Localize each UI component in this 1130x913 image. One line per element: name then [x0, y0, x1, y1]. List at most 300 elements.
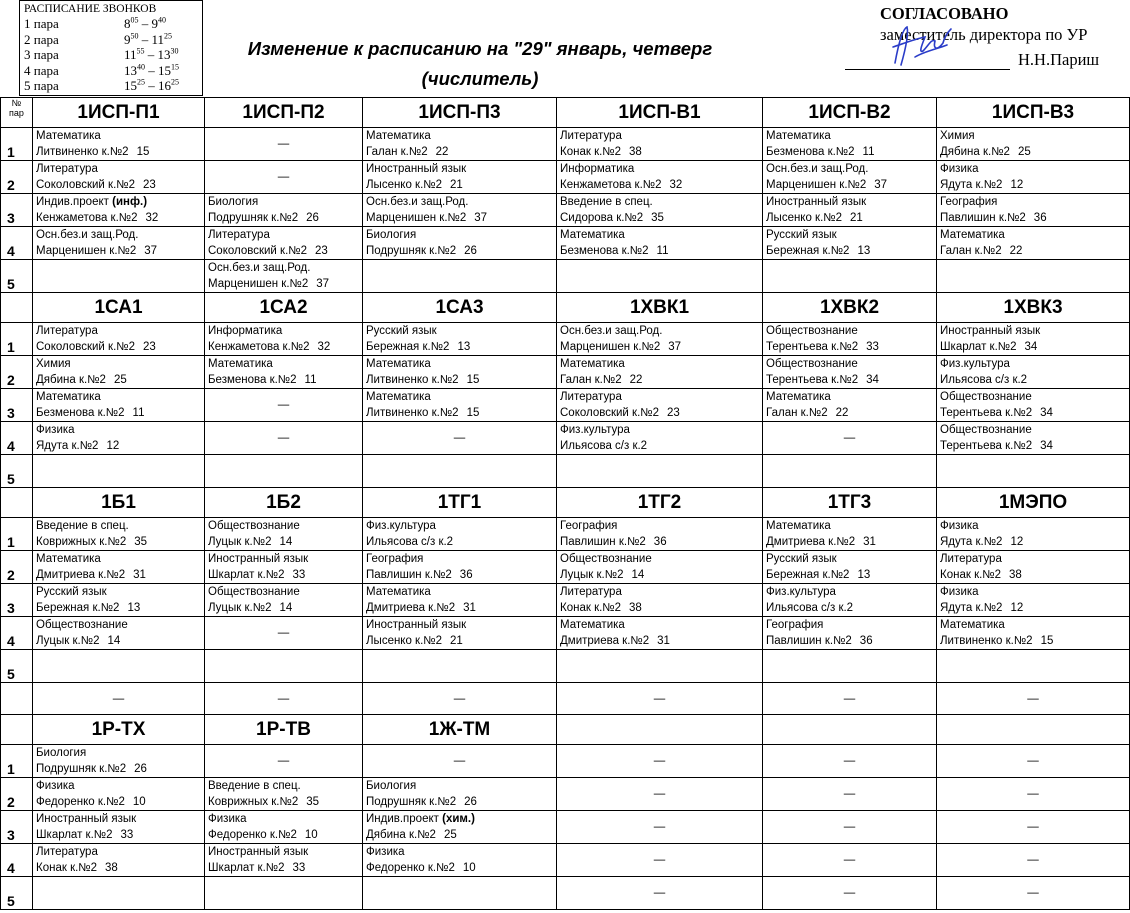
lesson-teacher: Ильясова с/з к.2 [940, 374, 1028, 386]
pair-number: 4 [1, 844, 33, 877]
lesson-subject: Обществознание [766, 325, 858, 337]
lesson-cell-empty: — [937, 683, 1130, 715]
lesson-room: 34 [1024, 341, 1038, 353]
lesson-cell-empty: — [763, 877, 937, 910]
lesson-room: 34 [866, 374, 879, 386]
lesson-subject-line [940, 323, 1129, 339]
lesson-teacher-line [208, 372, 362, 388]
lesson-cell [557, 128, 763, 161]
lesson-subject: Литература [36, 325, 98, 337]
lesson-cell [363, 844, 557, 877]
lesson-teacher: Галан к.№2 [940, 245, 1002, 257]
lesson-teacher-line [36, 438, 204, 454]
lesson-subject-line [560, 551, 762, 567]
lesson-subject-line [208, 194, 362, 210]
lesson-room: 23 [143, 179, 156, 191]
lesson-subject-line [940, 227, 1129, 243]
lesson-teacher-line [366, 600, 556, 616]
lesson-subject: Иностранный язык [366, 619, 467, 631]
bell-time: $11^{55} - 13^{30}$ [124, 46, 179, 62]
lesson-subject-line [940, 617, 1129, 633]
lesson-cell [363, 356, 557, 389]
pair-number [1, 683, 33, 715]
lesson-cell [557, 584, 763, 617]
lesson-cell [557, 323, 763, 356]
pair-number: 3 [1, 811, 33, 844]
pair-number: 2 [1, 356, 33, 389]
lesson-teacher-line [208, 243, 362, 259]
lesson-subject-note: (инф.) [112, 196, 148, 208]
lesson-subject-line [766, 323, 936, 339]
lesson-row [1, 745, 1130, 778]
lesson-room: 38 [105, 862, 118, 874]
lesson-room: 15 [136, 146, 150, 158]
lesson-subject: Информатика [208, 325, 283, 337]
lesson-room: 21 [450, 179, 463, 191]
lesson-subject-note: (хим.) [442, 813, 475, 825]
lesson-teacher: Литвиненко к.№2 [366, 407, 459, 419]
lesson-teacher: Терентьева к.№2 [766, 341, 859, 353]
approval-title: СОГЛАСОВАНО [880, 4, 1009, 23]
lesson-cell [557, 617, 763, 650]
lesson-row [1, 617, 1130, 650]
lesson-subject-line [208, 584, 362, 600]
lesson-teacher-line [766, 633, 936, 649]
lesson-cell-blank [557, 455, 763, 488]
lesson-teacher-line [766, 339, 936, 355]
lesson-subject-line [560, 323, 762, 339]
lesson-subject: Литература [36, 846, 98, 858]
bell-start-minute: 40 [137, 62, 145, 72]
group-name: 1ТГ3 [763, 488, 937, 518]
lesson-teacher: Федоренко к.№2 [208, 829, 297, 841]
lesson-teacher: Федоренко к.№2 [36, 796, 125, 808]
lesson-row [1, 260, 1130, 293]
lesson-subject-line [560, 422, 762, 438]
lesson-cell [33, 194, 205, 227]
lesson-teacher: Павлишин к.№2 [560, 536, 646, 548]
lesson-row [1, 877, 1130, 910]
lesson-teacher: Терентьева к.№2 [940, 407, 1033, 419]
lesson-cell [937, 551, 1130, 584]
lesson-teacher: Ядута к.№2 [940, 536, 1003, 548]
lesson-teacher: Сидорова к.№2 [560, 212, 644, 224]
lesson-subject-line [766, 356, 936, 372]
lesson-cell-blank [33, 455, 205, 488]
bell-end-minute: 30 [170, 46, 179, 56]
lesson-subject: Иностранный язык [36, 813, 137, 825]
lesson-cell-empty: — [205, 745, 363, 778]
lesson-cell [763, 227, 937, 260]
lesson-cell [763, 194, 937, 227]
lesson-subject: Введение в спец. [560, 196, 653, 208]
lesson-subject-line [560, 584, 762, 600]
lesson-teacher: Конак к.№2 [560, 146, 622, 158]
group-name: 1ИСП-В2 [763, 98, 937, 128]
lesson-teacher-line [766, 534, 936, 550]
lesson-cell [205, 551, 363, 584]
lesson-room: 12 [1010, 602, 1024, 614]
lesson-subject-line [36, 844, 204, 860]
lesson-row [1, 551, 1130, 584]
lesson-teacher: Терентьева к.№2 [766, 374, 859, 386]
lesson-teacher: Павлишин к.№2 [940, 212, 1026, 224]
lesson-teacher-line [208, 860, 362, 876]
lesson-subject: Обществознание [208, 520, 300, 532]
pair-number: 4 [1, 422, 33, 455]
lesson-subject-line [766, 617, 936, 633]
lesson-teacher: Бережная к.№2 [366, 341, 450, 353]
lesson-subject: Химия [36, 358, 71, 370]
lesson-room: 10 [462, 862, 476, 874]
lesson-teacher: Лысенко к.№2 [366, 635, 443, 647]
lesson-subject: Обществознание [560, 553, 652, 565]
lesson-teacher-line [366, 339, 556, 355]
lesson-teacher-line [208, 276, 362, 292]
lesson-row [1, 389, 1130, 422]
lesson-teacher: Павлишин к.№2 [366, 569, 452, 581]
lesson-cell [937, 128, 1130, 161]
lesson-cell-empty: — [363, 683, 557, 715]
lesson-cell [557, 422, 763, 455]
lesson-teacher: Шкарлат к.№2 [208, 862, 285, 874]
lesson-teacher-line [208, 210, 362, 226]
lesson-teacher-line [560, 144, 762, 160]
lesson-room: 26 [464, 245, 477, 257]
lesson-cell-blank [763, 455, 937, 488]
lesson-teacher: Луцык к.№2 [208, 536, 272, 548]
lesson-teacher: Конак к.№2 [940, 569, 1002, 581]
group-name: 1СА1 [33, 293, 205, 323]
pair-number: 1 [1, 518, 33, 551]
lesson-teacher-line [560, 567, 762, 583]
lesson-subject-line [766, 584, 936, 600]
lesson-subject-line [940, 422, 1129, 438]
group-name: 1ИСП-П1 [33, 98, 205, 128]
lesson-subject-line [208, 811, 362, 827]
lesson-teacher: Подрушняк к.№2 [208, 212, 299, 224]
lesson-subject-line [36, 518, 204, 534]
lesson-room: 11 [656, 245, 669, 257]
lesson-cell-empty: — [557, 811, 763, 844]
lesson-cell [937, 422, 1130, 455]
lesson-teacher-line [940, 339, 1129, 355]
lesson-teacher-line [208, 567, 362, 583]
lesson-subject: Математика [366, 586, 431, 598]
lesson-subject-line [766, 551, 936, 567]
lesson-cell [363, 161, 557, 194]
group-name: 1ХВК1 [557, 293, 763, 323]
lesson-room: 26 [306, 212, 319, 224]
lesson-cell [363, 584, 557, 617]
lesson-cell-empty: — [937, 877, 1130, 910]
lesson-cell [937, 617, 1130, 650]
lesson-cell [763, 518, 937, 551]
lesson-row [1, 356, 1130, 389]
lesson-teacher: Кенжаметова к.№2 [560, 179, 662, 191]
bell-schedule-rows [24, 16, 202, 94]
lesson-cell-blank [557, 650, 763, 683]
lesson-cell-empty: — [205, 128, 363, 161]
lesson-teacher: Ядута к.№2 [36, 440, 99, 452]
lesson-subject: Физика [36, 424, 75, 436]
lesson-cell [33, 551, 205, 584]
lesson-teacher-line [560, 339, 762, 355]
lesson-cell [557, 518, 763, 551]
lesson-teacher: Галан к.№2 [366, 146, 428, 158]
lesson-cell [205, 227, 363, 260]
lesson-subject-line [366, 356, 556, 372]
lesson-subject: Математика [766, 130, 831, 142]
lesson-cell-empty: — [557, 683, 763, 715]
lesson-subject-line [208, 778, 362, 794]
lesson-teacher: Кенжаметова к.№2 [208, 341, 310, 353]
lesson-room: 13 [127, 602, 141, 614]
lesson-cell [363, 811, 557, 844]
lesson-cell [205, 844, 363, 877]
lesson-room: 22 [629, 374, 643, 386]
lesson-subject: Иностранный язык [208, 846, 309, 858]
lesson-teacher: Бережная к.№2 [766, 569, 850, 581]
lesson-teacher: Ядута к.№2 [940, 602, 1003, 614]
lesson-subject: Математика [766, 391, 831, 403]
group-header-row [1, 293, 1130, 323]
lesson-cell [763, 551, 937, 584]
lesson-subject-line [366, 161, 556, 177]
lesson-subject-line [766, 227, 936, 243]
group-name: 1Б1 [33, 488, 205, 518]
lesson-cell [33, 323, 205, 356]
lesson-row [1, 227, 1130, 260]
lesson-teacher-line [940, 567, 1129, 583]
lesson-cell-empty: — [363, 422, 557, 455]
lesson-teacher-line [208, 600, 362, 616]
lesson-row [1, 323, 1130, 356]
lesson-teacher-line [940, 210, 1129, 226]
lesson-cell-empty: — [557, 778, 763, 811]
lesson-subject: Осн.без.и защ.Род. [36, 229, 139, 241]
lesson-cell-blank [363, 650, 557, 683]
lesson-teacher-line [940, 405, 1129, 421]
lesson-room: 26 [464, 796, 477, 808]
lesson-subject: Осн.без.и защ.Род. [366, 196, 469, 208]
lesson-cell-empty: — [763, 844, 937, 877]
lesson-subject: Индив.проект [36, 196, 109, 208]
lesson-teacher-line [36, 534, 204, 550]
lesson-cell [363, 617, 557, 650]
lesson-teacher-line [940, 633, 1129, 649]
bell-time: $9^{50} - 11^{25}$ [124, 31, 173, 47]
lesson-cell-blank [33, 260, 205, 293]
lesson-subject: Физика [940, 520, 979, 532]
lesson-subject: Литература [560, 130, 622, 142]
lesson-subject-line [766, 161, 936, 177]
lesson-teacher: Ядута к.№2 [940, 179, 1003, 191]
lesson-cell [937, 161, 1130, 194]
bell-end-hour: 15 [158, 62, 171, 78]
lesson-subject: Обществознание [940, 391, 1032, 403]
pair-number: 3 [1, 389, 33, 422]
group-name: 1ХВК2 [763, 293, 937, 323]
lesson-subject: Физика [940, 586, 979, 598]
lesson-teacher-line [36, 372, 204, 388]
lesson-teacher-line [208, 339, 362, 355]
lesson-cell [557, 551, 763, 584]
bell-start-minute: 05 [130, 15, 139, 25]
lesson-cell-empty: — [557, 745, 763, 778]
lesson-row [1, 194, 1130, 227]
pair-number: 2 [1, 161, 33, 194]
lesson-teacher-line [560, 600, 762, 616]
lesson-teacher-line [940, 600, 1129, 616]
lesson-subject: Иностранный язык [208, 553, 309, 565]
lesson-row [1, 161, 1130, 194]
bell-end-minute: 25 [164, 31, 173, 41]
group-name [763, 715, 937, 745]
lesson-cell-blank [937, 455, 1130, 488]
lesson-cell [205, 323, 363, 356]
lesson-subject: Литература [940, 553, 1002, 565]
bell-time: $13^{40} - 15^{15}$ [124, 62, 179, 78]
lesson-subject: Математика [36, 391, 101, 403]
group-name: 1ИСП-В3 [937, 98, 1130, 128]
lesson-teacher-line [366, 144, 556, 160]
lesson-room: 33 [292, 569, 306, 581]
lesson-teacher: Галан к.№2 [766, 407, 828, 419]
lesson-subject: Иностранный язык [766, 196, 867, 208]
lesson-subject-line [366, 227, 556, 243]
lesson-teacher-line [36, 860, 204, 876]
group-name [937, 715, 1130, 745]
lesson-cell [557, 389, 763, 422]
lesson-teacher-line [560, 243, 762, 259]
lesson-row [1, 128, 1130, 161]
lesson-room: 11 [132, 407, 145, 419]
lesson-subject: Физика [36, 780, 75, 792]
lesson-subject: Иностранный язык [366, 163, 467, 175]
lesson-teacher: Лысенко к.№2 [766, 212, 843, 224]
lesson-teacher-line [366, 177, 556, 193]
lesson-teacher-line [940, 372, 1129, 388]
group-name: 1ТГ2 [557, 488, 763, 518]
lesson-room: 38 [629, 602, 642, 614]
group-name: 1ИСП-П2 [205, 98, 363, 128]
bell-end-hour: 16 [158, 78, 171, 93]
lesson-room: 33 [292, 862, 306, 874]
lesson-cell [363, 389, 557, 422]
lesson-teacher: Дмитриева к.№2 [36, 569, 126, 581]
lesson-cell-blank [205, 455, 363, 488]
lesson-row [1, 584, 1130, 617]
lesson-cell [33, 584, 205, 617]
pair-number: 5 [1, 260, 33, 293]
lesson-teacher: Соколовский к.№2 [36, 179, 136, 191]
lesson-subject: Литература [560, 391, 622, 403]
lesson-teacher: Ильясова с/з к.2 [366, 536, 454, 548]
lesson-teacher: Шкарлат к.№2 [36, 829, 113, 841]
pair-header-cell [1, 488, 33, 518]
lesson-room: 22 [1009, 245, 1023, 257]
lesson-subject-line [766, 389, 936, 405]
lesson-room: 10 [132, 796, 146, 808]
lesson-room: 12 [106, 440, 120, 452]
lesson-room: 22 [835, 407, 849, 419]
lesson-cell [363, 778, 557, 811]
bell-end-minute: 40 [158, 15, 166, 25]
lesson-teacher-line [766, 144, 936, 160]
lesson-teacher: Конак к.№2 [36, 862, 98, 874]
lesson-room: 37 [144, 245, 158, 257]
signature-icon [885, 21, 965, 71]
lesson-cell [763, 389, 937, 422]
pair-number: 4 [1, 617, 33, 650]
lesson-subject-line [366, 778, 556, 794]
lesson-subject: Физика [208, 813, 247, 825]
lesson-teacher: Дмитриева к.№2 [366, 602, 456, 614]
lesson-row [1, 518, 1130, 551]
lesson-room: 22 [435, 146, 449, 158]
lesson-subject-line [366, 389, 556, 405]
group-name: 1ИСП-П3 [363, 98, 557, 128]
approval-block [840, 3, 1130, 70]
lesson-subject: Русский язык [366, 325, 437, 337]
lesson-cell-blank [205, 650, 363, 683]
pair-number: 2 [1, 778, 33, 811]
group-name: 1ИСП-В1 [557, 98, 763, 128]
group-name [557, 715, 763, 745]
lesson-subject: Литература [208, 229, 270, 241]
lesson-subject-line [36, 356, 204, 372]
lesson-cell [33, 844, 205, 877]
lesson-room: 37 [668, 341, 682, 353]
lesson-subject-line [208, 518, 362, 534]
lesson-teacher: Литвиненко к.№2 [36, 146, 129, 158]
bell-pair-label: 1 пара [24, 16, 59, 31]
lesson-cell-empty: — [763, 778, 937, 811]
bell-time: $15^{25} - 16^{25}$ [124, 77, 179, 93]
lesson-teacher: Лысенко к.№2 [366, 179, 443, 191]
lesson-cell [363, 323, 557, 356]
lesson-teacher-line [366, 794, 556, 810]
lesson-room: 38 [1009, 569, 1022, 581]
bell-end-minute: 25 [171, 77, 179, 87]
lesson-subject-line [208, 227, 362, 243]
lesson-subject-line [940, 389, 1129, 405]
group-header-row [1, 715, 1130, 745]
group-name: 1Р-ТВ [205, 715, 363, 745]
lesson-cell [937, 584, 1130, 617]
lesson-cell [363, 128, 557, 161]
lesson-room: 37 [316, 278, 330, 290]
lesson-teacher-line [36, 405, 204, 421]
lesson-subject-line [940, 194, 1129, 210]
lesson-subject: Обществознание [208, 586, 300, 598]
lesson-teacher-line [36, 794, 204, 810]
lesson-room: 15 [1040, 635, 1054, 647]
lesson-subject-line [560, 161, 762, 177]
lesson-subject-line [560, 617, 762, 633]
lesson-subject: Физ.культура [766, 586, 836, 598]
lesson-subject: Русский язык [766, 553, 837, 565]
lesson-cell [205, 518, 363, 551]
lesson-teacher-line [560, 210, 762, 226]
lesson-teacher: Литвиненко к.№2 [366, 374, 459, 386]
lesson-subject-line [366, 128, 556, 144]
lesson-cell-empty: — [763, 745, 937, 778]
lesson-room: 35 [651, 212, 664, 224]
lesson-teacher: Соколовский к.№2 [560, 407, 660, 419]
lesson-cell [937, 323, 1130, 356]
